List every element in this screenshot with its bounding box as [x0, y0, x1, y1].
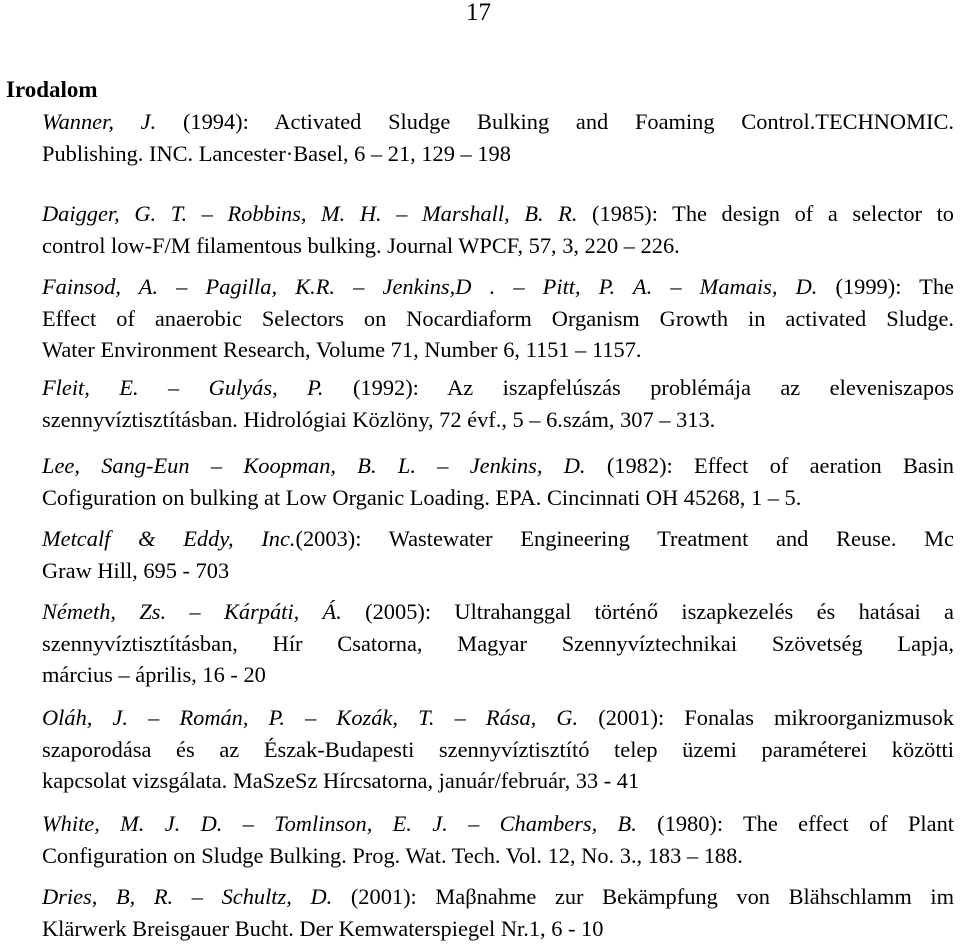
reference-entry [42, 523, 954, 586]
reference-line [42, 808, 954, 840]
reference-line [42, 450, 954, 482]
reference-text: (1980): The effect of Plant [637, 811, 954, 836]
reference-authors: Metcalf & Eddy, Inc. [42, 526, 296, 551]
reference-authors: Wanner, J. [42, 109, 156, 134]
reference-line [42, 334, 954, 366]
reference-text: (1994): Activated Sludge Bulking and Foaming Control.TECHNOMIC. [156, 109, 954, 134]
reference-entry [42, 106, 954, 169]
reference-line [42, 702, 954, 734]
reference-entry [42, 808, 954, 871]
reference-authors: Lee, Sang-Eun – Koopman, B. L. – Jenkins, D. [42, 453, 586, 478]
reference-entry [42, 271, 954, 366]
reference-line [42, 596, 954, 628]
reference-text: szennyvíztisztításban, Hír Csatorna, Magyar Szennyvíztechnikai Szövetség Lapja, [42, 631, 954, 656]
reference-entry [42, 596, 954, 691]
reference-line [42, 913, 954, 944]
reference-authors: Daigger, G. T. – Robbins, M. H. – Marshall, B. R. [42, 201, 577, 226]
reference-text: (1992): Az iszapfelúszás problémája az eleveniszapos [324, 375, 954, 400]
reference-line [42, 198, 954, 230]
reference-line [42, 555, 954, 587]
reference-line [42, 734, 954, 766]
reference-text: Effect of anaerobic Selectors on Nocardiaform Organism Growth in activated Sludge. [42, 306, 954, 331]
reference-line [42, 840, 954, 872]
page-number: 17 [466, 0, 491, 28]
reference-text: control low-F/M filamentous bulking. Journal WPCF, 57, 3, 220 – 226. [42, 233, 680, 258]
reference-line [42, 482, 954, 514]
reference-text: Configuration on Sludge Bulking. Prog. Wat. Tech. Vol. 12, No. 3., 183 – 188. [42, 843, 743, 868]
reference-text: szennyvíztisztításban. Hidrológiai Közlöny, 72 évf., 5 – 6.szám, 307 – 313. [42, 407, 715, 432]
reference-text: kapcsolat vizsgálata. MaSzeSz Hírcsatorna, január/február, 33 - 41 [42, 768, 639, 793]
reference-text: szaporodása és az Észak-Budapesti szennyvíztisztító telep üzemi paraméterei közötti [42, 737, 954, 762]
reference-authors: Fainsod, A. – Pagilla, K.R. – Jenkins,D . – Pitt, P. A. – Mamais, D. [42, 274, 817, 299]
reference-authors: Fleit, E. – Gulyás, P. [42, 375, 324, 400]
reference-line [42, 628, 954, 660]
reference-text: Water Environment Research, Volume 71, Number 6, 1151 – 1157. [42, 337, 642, 362]
reference-entry [42, 450, 954, 513]
reference-text: Publishing. INC. Lancester·Basel, 6 – 21, 129 – 198 [42, 141, 511, 166]
reference-text: (2005): Ultrahanggal történő iszapkezelés és hatásai a [342, 599, 954, 624]
reference-line [42, 765, 954, 797]
reference-authors: Dries, B, R. – Schultz, D. [42, 884, 332, 909]
reference-line [42, 106, 954, 138]
reference-line [42, 523, 954, 555]
reference-line [42, 138, 954, 170]
reference-authors: White, M. J. D. – Tomlinson, E. J. – Chambers, B. [42, 811, 637, 836]
section-heading: Irodalom [6, 76, 98, 104]
reference-line [42, 881, 954, 913]
reference-line [42, 303, 954, 335]
reference-line [42, 372, 954, 404]
reference-text: Graw Hill, 695 - 703 [42, 558, 229, 583]
reference-text: (2001): Fonalas mikroorganizmusok [578, 705, 954, 730]
reference-line [42, 230, 954, 262]
reference-entry [42, 881, 954, 944]
reference-text: (1999): The [817, 274, 954, 299]
reference-entry [42, 702, 954, 797]
reference-text: Klärwerk Breisgauer Bucht. Der Kemwaterspiegel Nr.1, 6 - 10 [42, 916, 603, 941]
reference-authors: Németh, Zs. – Kárpáti, Á. [42, 599, 342, 624]
reference-text: március – április, 16 - 20 [42, 662, 266, 687]
reference-text: (2003): Wastewater Engineering Treatment and Reuse. Mc [296, 526, 954, 551]
reference-entry [42, 372, 954, 435]
reference-text: Cofiguration on bulking at Low Organic Loading. EPA. Cincinnati OH 45268, 1 – 5. [42, 485, 801, 510]
reference-entry [42, 198, 954, 261]
reference-line [42, 659, 954, 691]
reference-line [42, 404, 954, 436]
reference-text: (1985): The design of a selector to [577, 201, 954, 226]
reference-text: (2001): Maβnahme zur Bekämpfung von Blähschlamm im [332, 884, 954, 909]
reference-text: (1982): Effect of aeration Basin [586, 453, 954, 478]
reference-line [42, 271, 954, 303]
reference-authors: Oláh, J. – Román, P. – Kozák, T. – Rása, G. [42, 705, 578, 730]
